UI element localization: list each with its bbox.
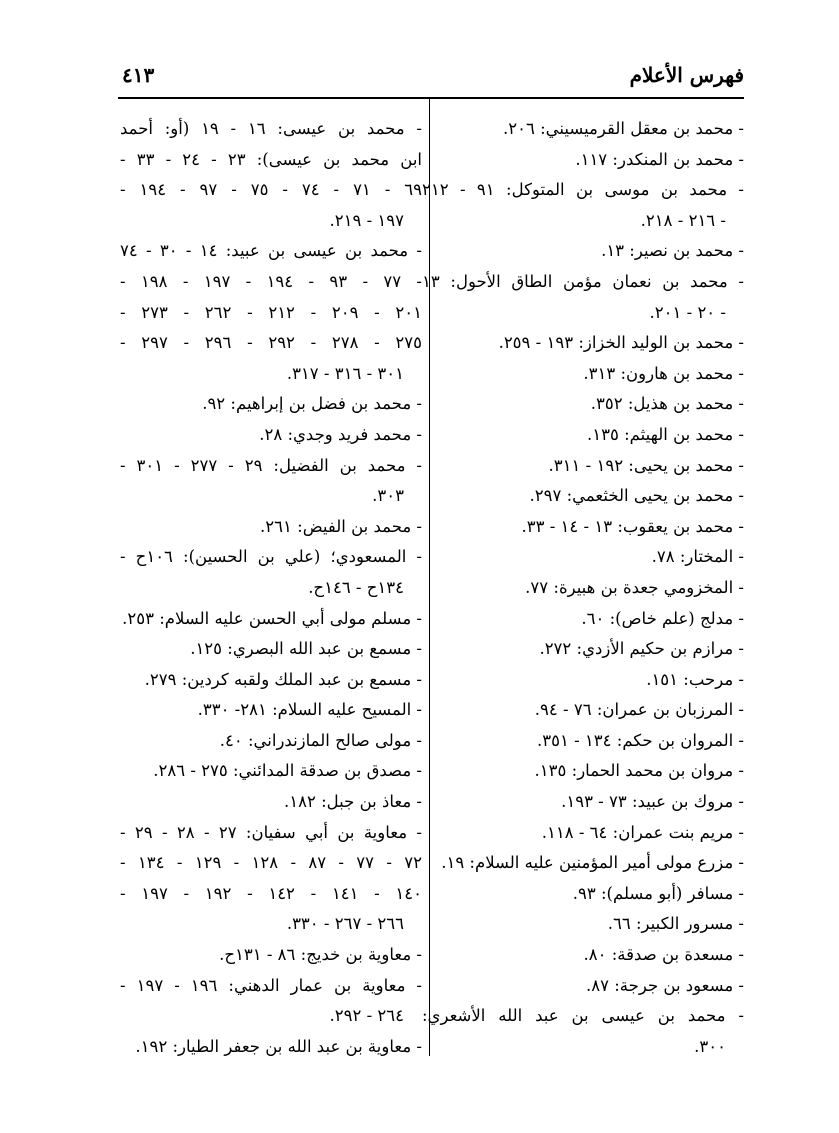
- index-entry: - محمد بن يحيى الخثعمي: ٢٩٧.: [529, 486, 744, 506]
- index-entry: ٢٧٥ - ٢٧٨ - ٢٩٢ - ٢٩٦ - ٢٩٧ -: [120, 333, 422, 353]
- index-entry-continuation: ٢٦٦ - ٢٦٧ - ٣٣٠.: [286, 914, 404, 934]
- index-entry: - المروان بن حكم: ١٣٤ - ٣٥١.: [537, 730, 744, 750]
- index-entry: - محمد بن الفضيل: ٢٩ - ٢٧٧ - ٣٠١ -: [120, 455, 422, 475]
- index-entry-continuation: ٢٦٤ - ٢٩٢.: [329, 1006, 404, 1026]
- index-entry: - المرزبان بن عمران: ٧٦ - ٩٤.: [534, 700, 744, 720]
- index-entry: - محمد بن عيسى: ١٦ - ١٩ (أو: أحمد: [120, 119, 422, 138]
- index-entry: - المخزومي جعدة بن هبيرة: ٧٧.: [525, 577, 744, 597]
- index-entry: - محمد فريد وجدي: ٢٨.: [259, 424, 422, 444]
- index-entry: - محمد بن معقل القرميسيني: ٢٠٦.: [503, 119, 744, 138]
- index-entry: - مسرور الكبير: ٦٦.: [607, 914, 744, 934]
- index-entry: - محمد بن الهيثم: ١٣٥.: [587, 424, 744, 444]
- index-entry-continuation: ٣٠٣.: [372, 486, 404, 506]
- index-entry: - محمد بن المنكدر: ١١٧.: [575, 149, 744, 169]
- index-entry: ٦٩ - ٧١ - ٧٤ - ٧٥ - ٩٧ - ١٩٤ -: [120, 180, 422, 200]
- index-column-left: [120, 114, 422, 1062]
- index-entry: - مسافر (أبو مسلم): ٩٣.: [572, 883, 744, 903]
- index-entry: - محمد بن نصير: ١٣.: [601, 241, 744, 261]
- index-entry: - ٧٧ - ٩٣ - ١٩٤ - ١٩٧ - ١٩٨ -: [120, 271, 422, 291]
- header-rule: [118, 97, 744, 99]
- page-number: ٤١٣: [122, 63, 155, 87]
- index-entry: ابن محمد بن عيسى): ٢٣ - ٢٤ - ٣٣ -: [120, 149, 422, 169]
- index-entry: - مسمع بن عبد الملك ولقبه كردين: ٢٧٩.: [144, 669, 422, 689]
- index-entry: - مرحب: ١٥١.: [646, 669, 744, 689]
- index-entry: ٢٠١ - ٢٠٩ - ٢١٢ - ٢٦٢ - ٢٧٣ -: [120, 302, 422, 322]
- index-entry: - معاذ بن جبل: ١٨٢.: [284, 792, 422, 812]
- index-column-right: [422, 114, 744, 1062]
- index-entry: - مولى صالح المازندراني: ٤٠.: [219, 730, 422, 750]
- index-entry: - معاوية بن عبد الله بن جعفر الطيار: ١٩٢.: [135, 1036, 422, 1056]
- index-entry: - معاوية بن أبي سفيان: ٢٧ - ٢٨ - ٢٩ -: [120, 822, 422, 842]
- index-entry: - محمد بن عيسى بن عبيد: ١٤ - ٣٠ - ٧٤: [120, 241, 422, 261]
- index-entry: ٧٢ - ٧٧ - ٨٧ - ١٢٨ - ١٢٩ - ١٣٤ -: [120, 853, 422, 873]
- index-entry: - محمد بن الفيض: ٢٦١.: [260, 516, 422, 536]
- running-title: فهرس الأعلام: [629, 63, 744, 87]
- index-entry: ١٤٠ - ١٤١ - ١٤٢ - ١٩٢ - ١٩٧ -: [120, 883, 422, 903]
- index-entry: - المختار: ٧٨.: [651, 547, 744, 567]
- index-entry: - معاوية بن عمار الدهني: ١٩٦ - ١٩٧ -: [120, 975, 422, 995]
- index-entry: - المسعودي؛ (علي بن الحسين): ١٠٦ح -: [120, 547, 422, 567]
- index-entry-continuation: - ٢١٦ - ٢١٨.: [640, 210, 726, 230]
- index-entry: - محمد بن يعقوب: ١٣ - ١٤ - ٣٣.: [521, 516, 744, 536]
- index-entry-continuation: - ٢٠ - ٢٠١.: [649, 302, 726, 322]
- index-entry: - مسمع بن عبد الله البصري: ١٢٥.: [190, 639, 422, 659]
- index-entry: - مسعود بن جرجة: ٨٧.: [586, 975, 744, 995]
- index-entry: - مسلم مولى أبي الحسن عليه السلام: ٢٥٣.: [122, 608, 422, 628]
- index-entry: - محمد بن هذيل: ٣٥٢.: [590, 394, 744, 414]
- index-entry-continuation: ٣٠١ - ٣١٦ - ٣١٧.: [286, 363, 404, 383]
- index-entry-continuation: ١٩٧ - ٢١٩.: [329, 210, 404, 230]
- index-entry: - محمد بن يحيى: ١٩٢ - ٣١١.: [548, 455, 744, 475]
- index-entry: - مصدق بن صدقة المدائني: ٢٧٥ - ٢٨٦.: [153, 761, 422, 781]
- index-entry: - معاوية بن خديج: ٨٦ - ١٣١ح.: [219, 945, 422, 965]
- index-entry: - مروك بن عبيد: ٧٣ - ١٩٣.: [561, 792, 744, 812]
- index-entry: - مسعدة بن صدقة: ٨٠.: [583, 945, 744, 965]
- index-entry: - محمد بن هارون: ٣١٣.: [583, 363, 744, 383]
- index-entry: - محمد بن موسى بن المتوكل: ٩١ - ٢١٢: [422, 180, 744, 200]
- index-entry-continuation: ٣٠٠.: [694, 1036, 726, 1056]
- index-entry: - المسيح عليه السلام: ٢٨١- ٣٣٠.: [197, 700, 422, 720]
- index-entry: - مريم بنت عمران: ٦٤ - ١١٨.: [541, 822, 744, 842]
- index-entry-continuation: ١٣٤ح - ١٤٦ح.: [308, 577, 404, 597]
- index-entry: - مرازم بن حكيم الأزدي: ٢٧٢.: [539, 639, 744, 659]
- index-entry: - محمد بن عيسى بن عبد الله الأشعري:: [422, 1006, 744, 1026]
- index-entry: - محمد بن نعمان مؤمن الطاق الأحول: ١٣: [422, 271, 744, 291]
- index-entry: - محمد بن الوليد الخزاز: ١٩٣ - ٢٥٩.: [498, 333, 744, 353]
- index-entry: - محمد بن فضل بن إبراهيم: ٩٢.: [202, 394, 422, 414]
- index-entry: - مروان بن محمد الحمار: ١٣٥.: [534, 761, 744, 781]
- index-entry: - مزرع مولى أمير المؤمنين عليه السلام: ١٩.: [441, 853, 744, 873]
- index-entry: - مدلج (علم خاص): ٦٠.: [581, 608, 744, 628]
